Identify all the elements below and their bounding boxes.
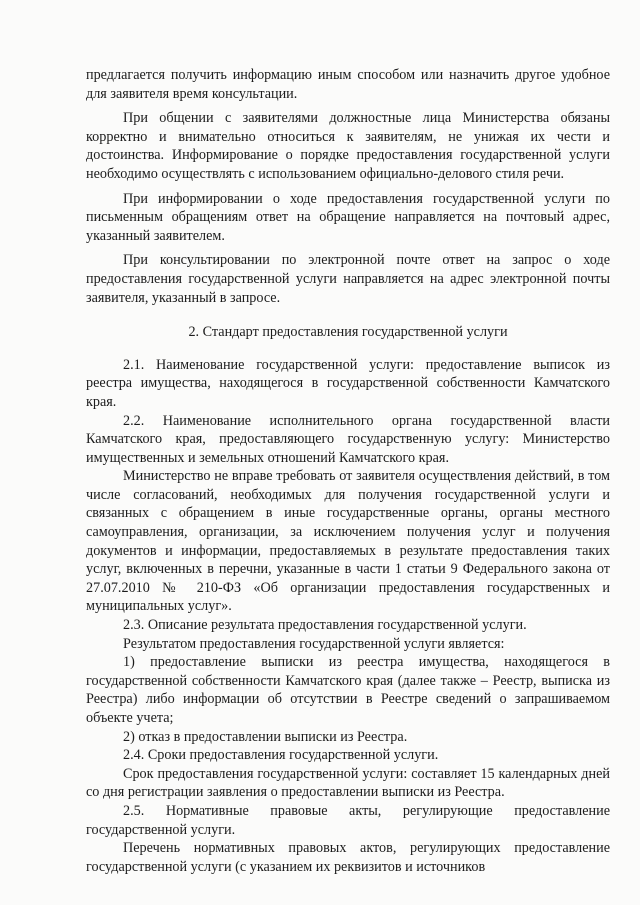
paragraph: 2.1. Наименование государственной услуги: предоставление выписок из реестра имущества, находящегося в государственной собственности Камчатского края. — [86, 356, 610, 410]
paragraph: Перечень нормативных правовых актов, регулирующих предоставление государственной услуги (с указанием их реквизитов и источников — [86, 840, 610, 875]
paragraph: Министерство не вправе требовать от заявителя осуществления действий, в том числе согласований, необходимых для получения государственной услуги и связанных с обращением в иные государственные органы, органы местного самоуправления, организации, за исключением получения услуг и получения документов и информации, предоставляемых в результате предоставления таких услуг, включенных в перечни, указанные в части 1 статьи 9 Федерального закона от 27.07.2010 № 210-ФЗ «Об организации предоставления государственных и муниципальных услуг». — [86, 468, 610, 615]
list-item: 2) отказ в предоставлении выписки из Реестра. — [123, 728, 408, 745]
paragraph: 2.5. Нормативные правовые акты, регулирующие предоставление государственной услуги. — [86, 802, 610, 838]
paragraph: При общении с заявителями должностные лица Министерства обязаны корректно и внимательно относиться к заявителям, не унижая их чести и достоинства. Информирование о порядке предоставления государственной услуги необходимо осуществлять с использованием официально-делового стиля речи. — [86, 110, 610, 182]
list-item: 1) предоставление выписки из реестра имущества, находящегося в государственной собственности Камчатского края (далее также – Реестр, выписка из Реестра) либо информации об отсутствии в Реестре сведений о запрашиваемом объекте учета; — [86, 654, 610, 726]
paragraph: 2.2. Наименование исполнительного органа государственной власти Камчатского края, предоставляющего государственную услугу: Министерство имущественных и земельных отношений Камчатского края. — [86, 412, 610, 466]
paragraph: Срок предоставления государственной услуги: составляет 15 календарных дней со дня регистрации заявления о предоставлении выписки из Реестра. — [86, 765, 610, 801]
document-body — [86, 66, 610, 876]
section-heading: 2. Стандарт предоставления государственной услуги — [188, 324, 508, 341]
paragraph: предлагается получить информацию иным способом или назначить другое удобное для заявителя время консультации. — [86, 67, 610, 102]
paragraph: 2.4. Сроки предоставления государственной услуги. — [123, 747, 439, 764]
paragraph: При консультировании по электронной почте ответ на запрос о ходе предоставления государственной услуги направляется на адрес электронной почты заявителя, указанный в запросе. — [86, 252, 610, 306]
paragraph: При информировании о ходе предоставления государственной услуги по письменным обращениям ответ на обращение направляется на почтовый адрес, указанный заявителем. — [86, 190, 610, 244]
paragraph: 2.3. Описание результата предоставления государственной услуги. — [123, 617, 527, 634]
paragraph: Результатом предоставления государственной услуги является: — [123, 635, 505, 652]
